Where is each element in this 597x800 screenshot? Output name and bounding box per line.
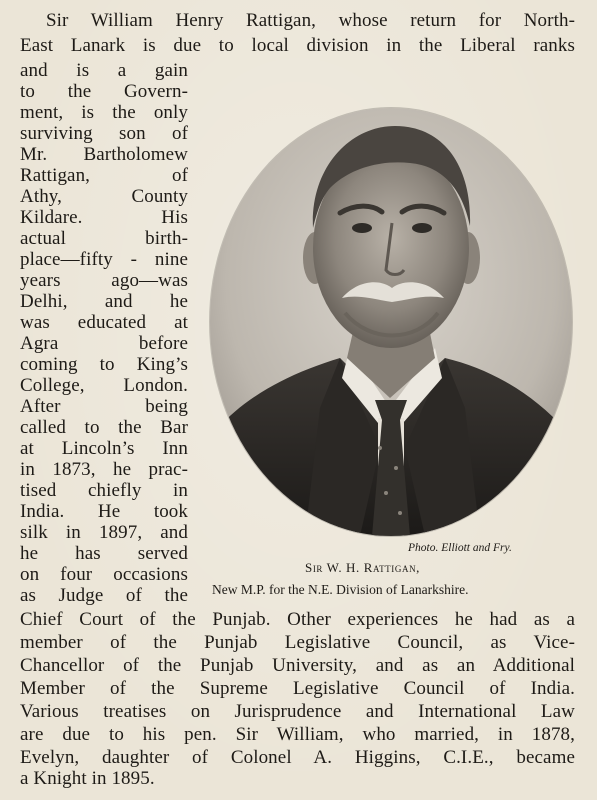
- article-line: Agra before: [20, 333, 188, 354]
- article-line: Various treatises on Jurisprudence and International Law: [20, 701, 575, 722]
- article-line: to the Govern-: [20, 81, 188, 102]
- article-line: member of the Punjab Legislative Council, as Vice-: [20, 632, 575, 653]
- article-line: Mr. Bartholomew: [20, 144, 188, 165]
- article-line: place—fifty - nine: [20, 249, 188, 270]
- article-line: East Lanark is due to local division in the Liberal ranks: [20, 35, 575, 56]
- article-line: ment, is the only: [20, 102, 188, 123]
- article-line: was educated at: [20, 312, 188, 333]
- article-line: tised chiefly in: [20, 480, 188, 501]
- article-line: Sir William Henry Rattigan, whose return for North-: [46, 10, 575, 31]
- article-line: Kildare. His: [20, 207, 188, 228]
- article-line: he has served: [20, 543, 188, 564]
- article-line: surviving son of: [20, 123, 188, 144]
- article-line: in 1873, he prac-: [20, 459, 188, 480]
- article-line: Evelyn, daughter of Colonel A. Higgins, C.I.E., became: [20, 747, 575, 768]
- article-line: years ago—was: [20, 270, 188, 291]
- article-line: Delhi, and he: [20, 291, 188, 312]
- article-line: a Knight in 1895.: [20, 768, 155, 789]
- article-line: actual birth-: [20, 228, 188, 249]
- article-line: India. He took: [20, 501, 188, 522]
- article-line: are due to his pen. Sir William, who married, in 1878,: [20, 724, 575, 745]
- article-line: at Lincoln’s Inn: [20, 438, 188, 459]
- article-line: Athy, County: [20, 186, 188, 207]
- article-line: as Judge of the: [20, 585, 188, 606]
- article-line: Chief Court of the Punjab. Other experiences he had as a: [20, 609, 575, 630]
- article-line: Member of the Supreme Legislative Council of India.: [20, 678, 575, 699]
- article-line: Rattigan, of: [20, 165, 188, 186]
- article-line: and is a gain: [20, 60, 188, 81]
- article-line: College, London.: [20, 375, 188, 396]
- article-line: called to the Bar: [20, 417, 188, 438]
- photo-credit: Photo. Elliott and Fry.: [408, 542, 512, 554]
- article-line: Chancellor of the Punjab University, and as an Additional: [20, 655, 575, 676]
- article-line: coming to King’s: [20, 354, 188, 375]
- caption-description: New M.P. for the N.E. Division of Lanarkshire.: [212, 582, 469, 597]
- article-line: After being: [20, 396, 188, 417]
- caption-name: Sir W. H. Rattigan,: [305, 560, 421, 575]
- portrait-illustration: [210, 108, 572, 536]
- article-line: on four occasions: [20, 564, 188, 585]
- article-line: silk in 1897, and: [20, 522, 188, 543]
- portrait-photo: [210, 108, 572, 536]
